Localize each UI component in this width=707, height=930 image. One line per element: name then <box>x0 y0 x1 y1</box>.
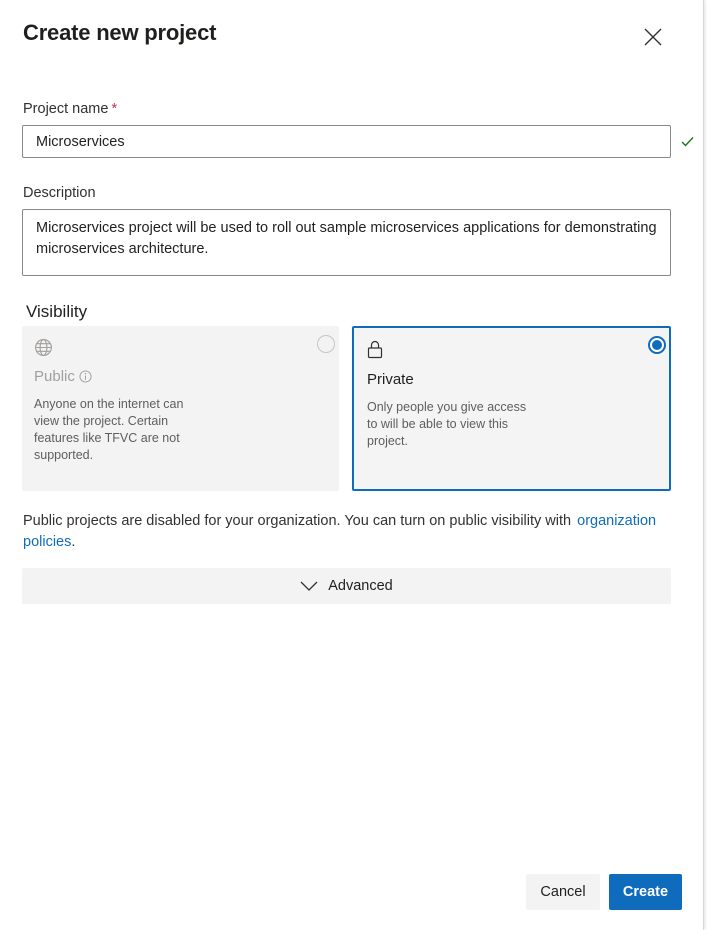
dialog-title: Create new project <box>23 20 217 45</box>
public-title <box>34 368 92 385</box>
lock-icon <box>367 340 383 359</box>
create-button[interactable]: Create <box>609 874 682 910</box>
required-marker: * <box>111 101 118 117</box>
description-input[interactable] <box>22 209 671 276</box>
description-label: Description <box>23 185 96 201</box>
public-radio[interactable] <box>317 335 335 353</box>
visibility-heading: Visibility <box>26 302 88 321</box>
globe-icon <box>34 338 53 357</box>
advanced-toggle[interactable] <box>22 568 671 604</box>
project-name-label-text: Project name <box>23 101 109 117</box>
private-title: Private <box>367 371 414 388</box>
chevron-down-icon <box>300 581 318 591</box>
cancel-button[interactable]: Cancel <box>526 874 600 910</box>
info-icon[interactable] <box>79 370 92 383</box>
public-description: Anyone on the internet can view the project. Certain features like TFVC are not supported. <box>34 397 184 462</box>
note-suffix: . <box>71 534 76 550</box>
public-disabled-note <box>23 511 663 553</box>
visibility-option-public[interactable] <box>22 326 339 491</box>
close-icon <box>643 27 663 47</box>
close-button[interactable] <box>638 22 668 52</box>
organization-policies-link[interactable]: organization policies <box>23 513 657 550</box>
private-radio[interactable] <box>648 336 666 354</box>
visibility-option-private[interactable] <box>352 326 671 491</box>
project-name-label <box>23 101 117 117</box>
note-text: Public projects are disabled for your organization. You can turn on public visibility with <box>23 513 572 529</box>
check-icon <box>681 136 694 147</box>
private-description: Only people you give access to will be able to view this project. <box>367 400 527 448</box>
project-name-input[interactable] <box>22 125 671 158</box>
advanced-label: Advanced <box>328 578 393 594</box>
public-title-text: Public <box>34 368 75 385</box>
